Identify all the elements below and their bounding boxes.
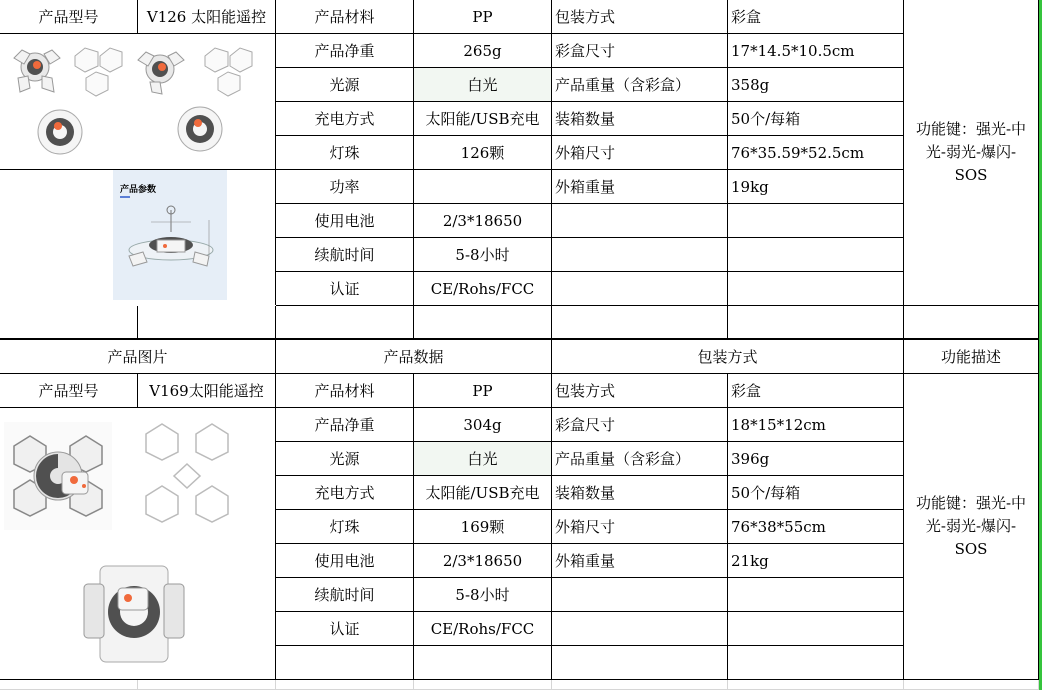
p1-param-value: 265g bbox=[414, 34, 552, 68]
p1-param-value: CE/Rohs/FCC bbox=[414, 272, 552, 306]
p1-param-label: 续航时间 bbox=[276, 238, 414, 272]
p2-param-label: 产品材料 bbox=[276, 374, 414, 408]
p2-param-label: 光源 bbox=[276, 442, 414, 476]
p1-packaging-label bbox=[552, 204, 728, 238]
p1-param-value: 126颗 bbox=[414, 136, 552, 170]
p1-packaging-value: 彩盒 bbox=[728, 0, 904, 34]
p1-packaging-value bbox=[728, 272, 904, 306]
p2-param-label: 认证 bbox=[276, 612, 414, 646]
header-function: 功能描述 bbox=[904, 340, 1039, 374]
p1-param-value: 5-8小时 bbox=[414, 238, 552, 272]
p1-param-label: 产品净重 bbox=[276, 34, 414, 68]
p2-packaging-label: 产品重量（含彩盒） bbox=[552, 442, 728, 476]
p1-packaging-label: 外箱重量 bbox=[552, 170, 728, 204]
p1-packaging-value: 19kg bbox=[728, 170, 904, 204]
p2-packaging-label bbox=[552, 578, 728, 612]
header-packaging: 包装方式 bbox=[552, 340, 904, 374]
empty-cell bbox=[276, 306, 414, 340]
p2-param-value: 5-8小时 bbox=[414, 578, 552, 612]
p2-param-value: 太阳能/USB充电 bbox=[414, 476, 552, 510]
p2-packaging-label: 装箱数量 bbox=[552, 476, 728, 510]
p2-packaging-value bbox=[728, 612, 904, 646]
p1-model-value: V126 太阳能遥控 bbox=[138, 0, 276, 34]
p2-packaging-value: 彩盒 bbox=[728, 374, 904, 408]
p1-param-label: 使用电池 bbox=[276, 204, 414, 238]
p1-param-label: 灯珠 bbox=[276, 136, 414, 170]
p1-packaging-label bbox=[552, 272, 728, 306]
p1-param-value bbox=[414, 170, 552, 204]
p2-lamp-illustration bbox=[0, 408, 275, 679]
p2-packaging-value: 76*38*55cm bbox=[728, 510, 904, 544]
p1-param-label: 光源 bbox=[276, 68, 414, 102]
p2-param-label: 灯珠 bbox=[276, 510, 414, 544]
p2-lamp-open-back-icon bbox=[146, 424, 228, 522]
p2-packaging-label bbox=[552, 612, 728, 646]
p2-param-value: 白光 bbox=[414, 442, 552, 476]
empty-cell bbox=[0, 306, 138, 340]
p2-param-value bbox=[414, 646, 552, 680]
p2-packaging-label: 彩盒尺寸 bbox=[552, 408, 728, 442]
p1-packaging-value: 76*35.59*52.5cm bbox=[728, 136, 904, 170]
p2-packaging-label: 包装方式 bbox=[552, 374, 728, 408]
p1-function-description: 功能键：强光-中光-弱光-爆闪-SOS bbox=[904, 0, 1039, 306]
p1-lamp-open-front-icon bbox=[14, 50, 60, 92]
p1-lamp-open-front-2-icon bbox=[138, 52, 184, 94]
p2-param-label: 充电方式 bbox=[276, 476, 414, 510]
p1-param-label: 认证 bbox=[276, 272, 414, 306]
p2-function-description: 功能键：强光-中光-弱光-爆闪-SOS bbox=[904, 374, 1039, 680]
p2-packaging-value bbox=[728, 578, 904, 612]
p1-param-label: 充电方式 bbox=[276, 102, 414, 136]
p1-params-card-area bbox=[0, 170, 276, 305]
p1-packaging-value: 358g bbox=[728, 68, 904, 102]
p2-packaging-label bbox=[552, 646, 728, 680]
p2-model-label: 产品型号 bbox=[0, 374, 138, 408]
p1-param-value: PP bbox=[414, 0, 552, 34]
p1-params-card-title: 产品参数 bbox=[120, 185, 157, 195]
p2-param-label: 续航时间 bbox=[276, 578, 414, 612]
p1-model-label: 产品型号 bbox=[0, 0, 138, 34]
p1-param-label: 功率 bbox=[276, 170, 414, 204]
empty-cell bbox=[904, 306, 1039, 340]
p1-packaging-label: 装箱数量 bbox=[552, 102, 728, 136]
p1-packaging-value: 17*14.5*10.5cm bbox=[728, 34, 904, 68]
p1-lamp-open-back-2-icon bbox=[205, 48, 252, 96]
p1-packaging-label: 产品重量（含彩盒） bbox=[552, 68, 728, 102]
p2-param-value: CE/Rohs/FCC bbox=[414, 612, 552, 646]
empty-cell bbox=[552, 306, 728, 340]
p2-packaging-value bbox=[728, 646, 904, 680]
p1-lamp-folded-icon bbox=[38, 110, 82, 154]
p2-packaging-value: 396g bbox=[728, 442, 904, 476]
p1-lamp-illustration bbox=[0, 34, 275, 169]
p1-param-value: 白光 bbox=[414, 68, 552, 102]
p1-param-label: 产品材料 bbox=[276, 0, 414, 34]
p1-param-value: 2/3*18650 bbox=[414, 204, 552, 238]
p2-param-label: 产品净重 bbox=[276, 408, 414, 442]
p2-packaging-value: 50个/每箱 bbox=[728, 476, 904, 510]
p1-packaging-label: 包装方式 bbox=[552, 0, 728, 34]
p2-param-value: 2/3*18650 bbox=[414, 544, 552, 578]
header-product-data: 产品数据 bbox=[276, 340, 552, 374]
p2-packaging-label: 外箱重量 bbox=[552, 544, 728, 578]
p1-packaging-label: 彩盒尺寸 bbox=[552, 34, 728, 68]
p1-params-card-lamp-icon bbox=[113, 170, 227, 300]
header-product-image: 产品图片 bbox=[0, 340, 276, 374]
p1-packaging-value: 50个/每箱 bbox=[728, 102, 904, 136]
empty-cell bbox=[138, 306, 276, 340]
p1-packaging-label bbox=[552, 238, 728, 272]
p1-product-photos bbox=[0, 34, 276, 170]
p2-model-value: V169太阳能遥控 bbox=[138, 374, 276, 408]
p2-param-value: 169颗 bbox=[414, 510, 552, 544]
p1-lamp-open-back-icon bbox=[75, 48, 122, 96]
p2-param-value: 304g bbox=[414, 408, 552, 442]
p1-packaging-label: 外箱尺寸 bbox=[552, 136, 728, 170]
p2-product-photos bbox=[0, 408, 276, 680]
p2-packaging-value: 21kg bbox=[728, 544, 904, 578]
p2-packaging-value: 18*15*12cm bbox=[728, 408, 904, 442]
p1-packaging-value bbox=[728, 238, 904, 272]
p2-lamp-folded-icon bbox=[84, 566, 184, 662]
empty-cell bbox=[414, 306, 552, 340]
p2-param-value: PP bbox=[414, 374, 552, 408]
p2-param-label bbox=[276, 646, 414, 680]
p1-lamp-folded-2-icon bbox=[178, 107, 222, 151]
p2-lamp-open-front-icon bbox=[4, 422, 112, 530]
p1-param-value: 太阳能/USB充电 bbox=[414, 102, 552, 136]
empty-cell bbox=[728, 306, 904, 340]
p2-packaging-label: 外箱尺寸 bbox=[552, 510, 728, 544]
p1-params-card bbox=[113, 170, 227, 300]
p1-packaging-value bbox=[728, 204, 904, 238]
p2-param-label: 使用电池 bbox=[276, 544, 414, 578]
